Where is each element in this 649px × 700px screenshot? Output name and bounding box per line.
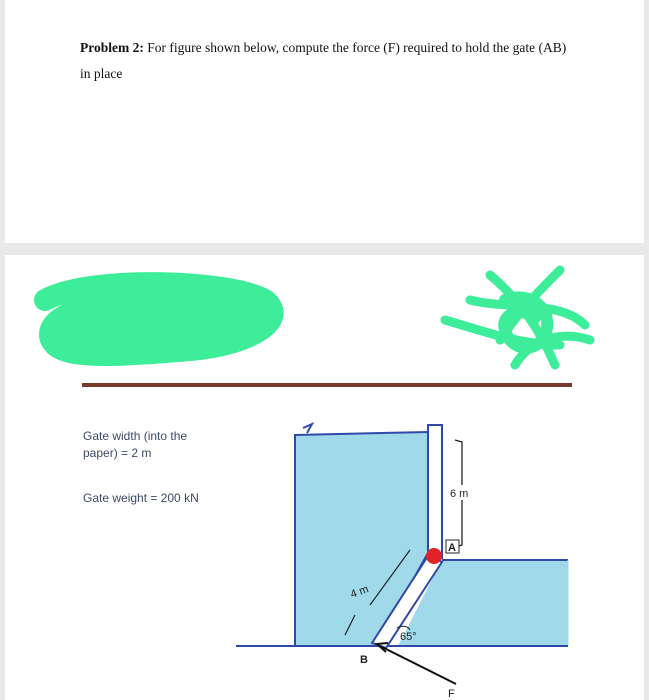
gate-weight-label: Gate weight = 200 kN xyxy=(83,491,199,505)
problem-heading: Problem 2: xyxy=(80,40,144,55)
dimension-4m-label: 4 m xyxy=(348,583,371,601)
force-label: F xyxy=(448,688,455,700)
point-a-label: A xyxy=(448,542,456,554)
water-surface-mark xyxy=(303,424,312,433)
dimension-6m-label: 6 m xyxy=(450,488,469,500)
point-b-label: B xyxy=(360,654,368,666)
hinge-a xyxy=(426,548,442,564)
redaction-scribble-right xyxy=(445,270,590,365)
force-arrow xyxy=(380,646,456,684)
vertical-wall xyxy=(428,425,442,558)
redaction-scribble-left xyxy=(45,282,273,355)
angle-label: 65° xyxy=(400,631,417,643)
problem-text: For figure shown below, compute the force (F) required to hold the gate (AB) in place xyxy=(80,40,567,81)
divider-line xyxy=(82,383,572,387)
gate-width-label: Gate width (into the paper) = 2 m xyxy=(83,429,188,460)
